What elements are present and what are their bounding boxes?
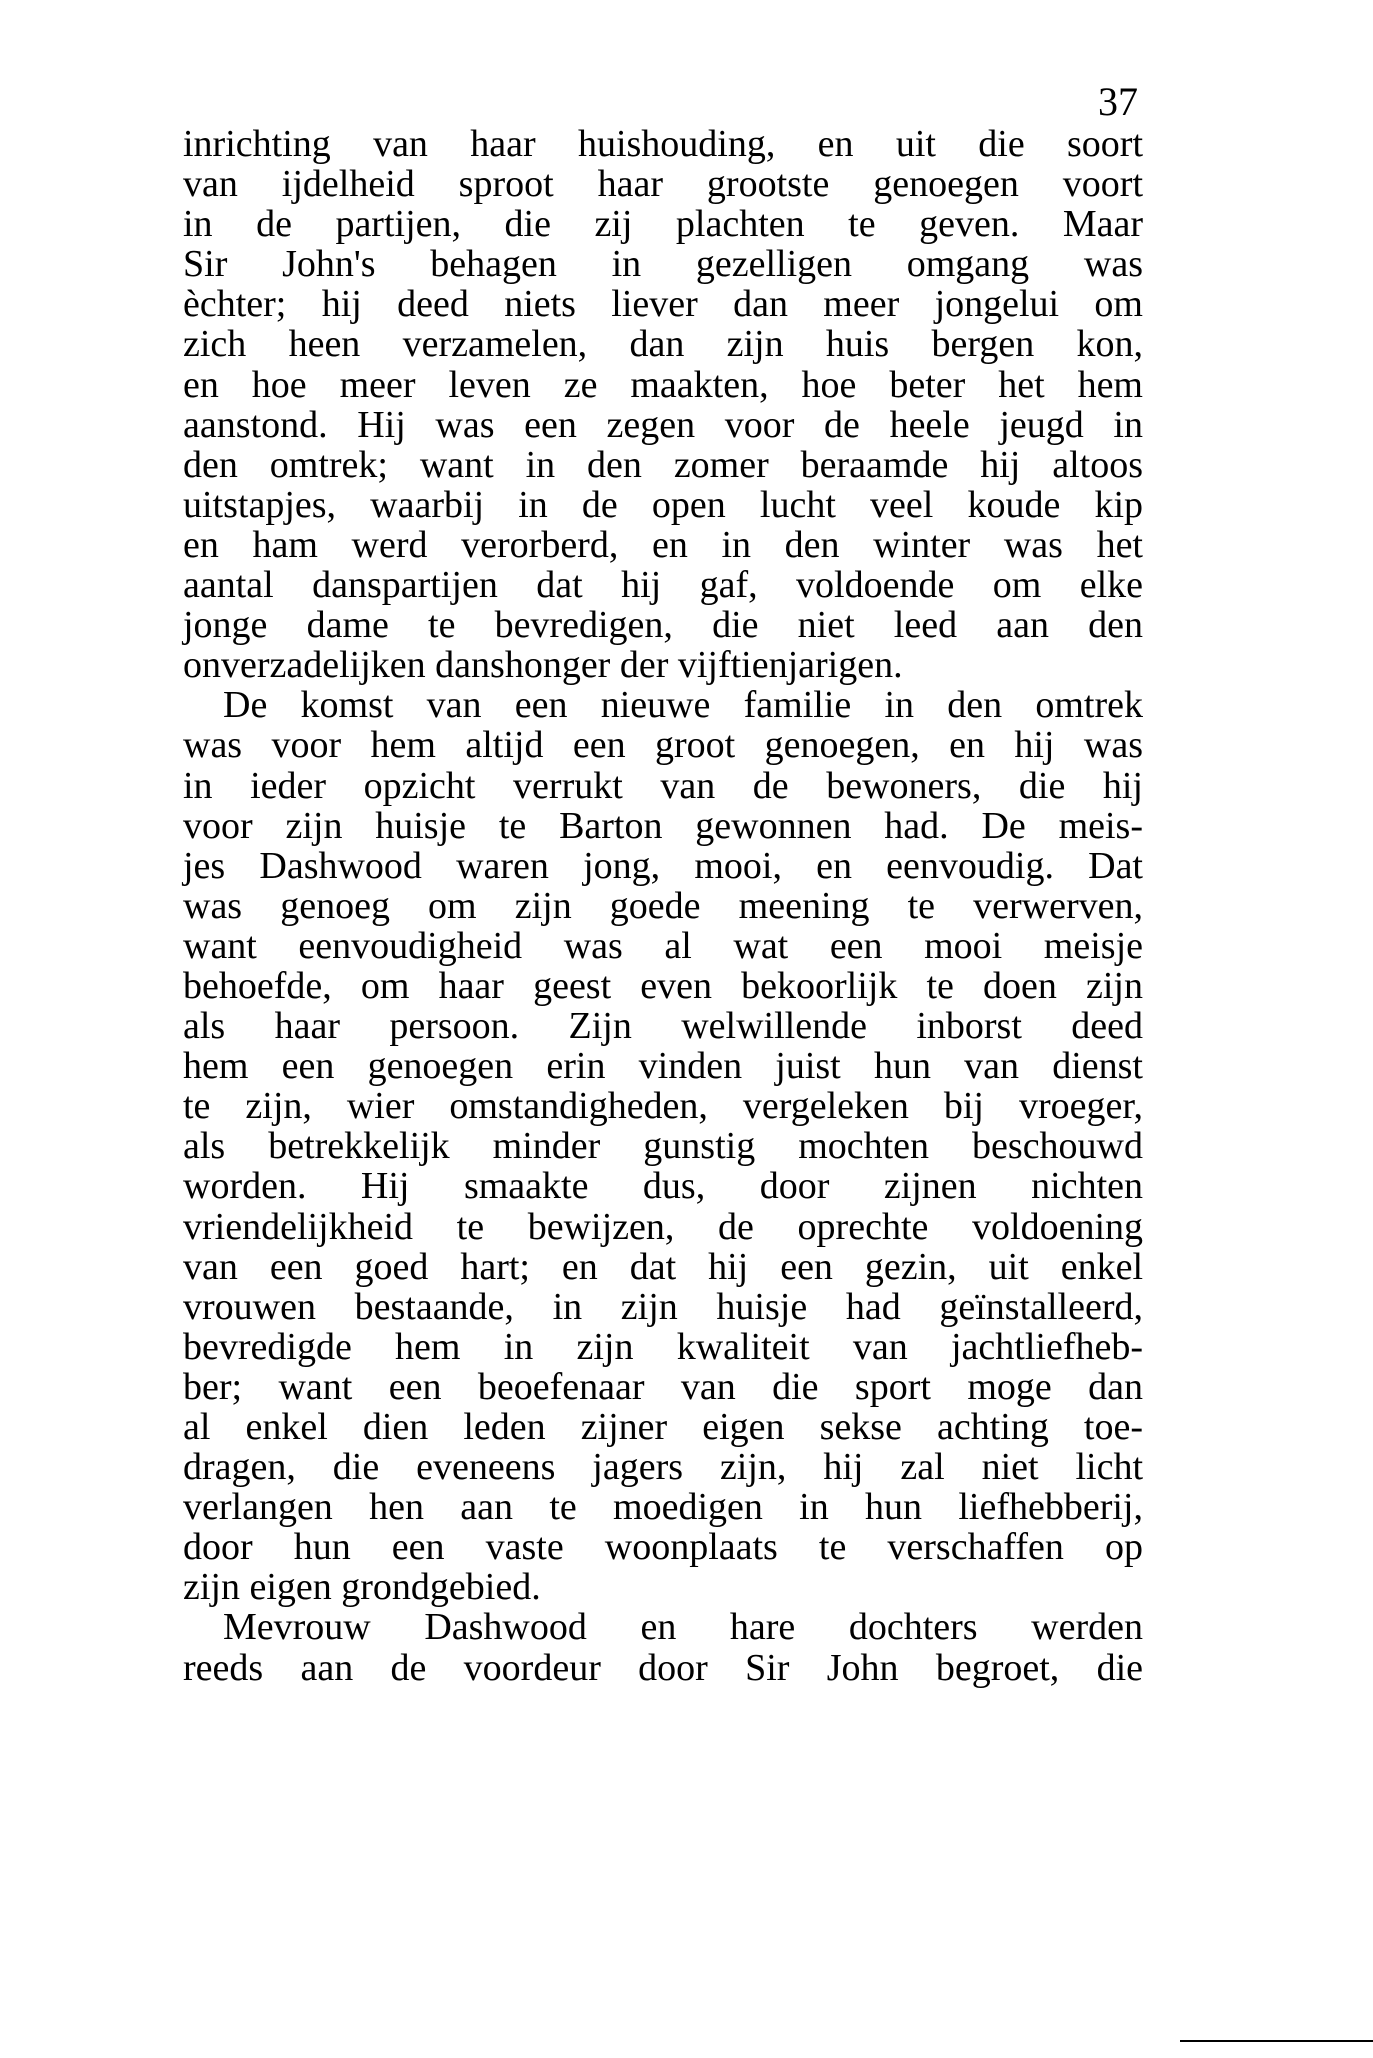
text-line: ber; want een beoefenaar van die sport moge dan <box>183 1365 1143 1408</box>
text-line: en hoe meer leven ze maakten, hoe beter het hem <box>183 363 1143 406</box>
text-line: te zijn, wier omstandigheden, vergeleken bij vroeger, <box>183 1085 1143 1128</box>
text-line: in de partijen, die zij plachten te geven. Maar <box>183 203 1143 246</box>
text-line: als haar persoon. Zijn welwillende inborst deed <box>183 1005 1143 1048</box>
text-line: behoefde, om haar geest even bekoorlijk te doen zijn <box>183 964 1143 1007</box>
text-line: worden. Hij smaakte dus, door zijnen nichten <box>183 1165 1143 1208</box>
text-line: dragen, die eveneens jagers zijn, hij zal niet licht <box>183 1446 1143 1489</box>
text-line: vrouwen bestaande, in zijn huisje had geïnstalleerd, <box>183 1285 1143 1328</box>
text-line: Sir John's behagen in gezelligen omgang was <box>183 243 1143 286</box>
text-line: aanstond. Hij was een zegen voor de heele jeugd in <box>183 403 1143 446</box>
text-line: zijn eigen grondgebied. <box>183 1566 541 1609</box>
text-line: al enkel dien leden zijner eigen sekse achting toe- <box>183 1406 1143 1448</box>
text-line: èchter; hij deed niets liever dan meer jongelui om <box>183 283 1143 326</box>
text-line: van ijdelheid sproot haar grootste genoegen voort <box>183 163 1143 206</box>
text-line: was genoeg om zijn goede meening te verwerven, <box>183 884 1143 927</box>
text-line: inrichting van haar huishouding, en uit die soort <box>183 123 1143 165</box>
text-line: bevredigde hem in zijn kwaliteit van jachtliefheb- <box>183 1325 1143 1368</box>
text-line: door hun een vaste woonplaats te verschaffen op <box>183 1526 1143 1569</box>
text-line: den omtrek; want in den zomer beraamde hij altoos <box>183 443 1143 486</box>
text-line: van een goed hart; en dat hij een gezin, uit enkel <box>183 1245 1143 1288</box>
text-line: onverzadelijken danshonger der vijftienjarigen. <box>183 644 903 687</box>
scan-edge-rule <box>1180 2040 1373 2042</box>
text-line: verlangen hen aan te moedigen in hun liefhebberij, <box>183 1486 1143 1529</box>
text-line: in ieder opzicht verrukt van de bewoners, die hij <box>183 764 1143 807</box>
text-line: uitstapjes, waarbij in de open lucht veel koude kip <box>183 483 1143 526</box>
text-line: voor zijn huisje te Barton gewonnen had. De meis- <box>183 804 1143 847</box>
text-line: en ham werd verorberd, en in den winter was het <box>183 523 1143 566</box>
text-line: want eenvoudigheid was al wat een mooi meisje <box>183 924 1143 967</box>
paragraph-start-line: Mevrouw Dashwood en hare dochters werden <box>223 1606 1143 1649</box>
text-line: hem een genoegen erin vinden juist hun van dienst <box>183 1045 1143 1088</box>
text-line: jonge dame te bevredigen, die niet leed aan den <box>183 604 1143 647</box>
paragraph-start-line: De komst van een nieuwe familie in den omtrek <box>223 684 1143 727</box>
page-number: 37 <box>1098 79 1138 124</box>
text-line: aantal danspartijen dat hij gaf, voldoende om elke <box>183 564 1143 607</box>
text-line: was voor hem altijd een groot genoegen, en hij was <box>183 724 1143 767</box>
text-line: als betrekkelijk minder gunstig mochten beschouwd <box>183 1125 1143 1168</box>
body-text <box>183 124 1143 1688</box>
text-line: jes Dashwood waren jong, mooi, en eenvoudig. Dat <box>183 844 1143 887</box>
text-line: reeds aan de voordeur door Sir John begroet, die <box>183 1646 1143 1689</box>
text-line: vriendelijkheid te bewijzen, de oprechte voldoening <box>183 1205 1143 1248</box>
text-line: zich heen verzamelen, dan zijn huis bergen kon, <box>183 323 1143 366</box>
